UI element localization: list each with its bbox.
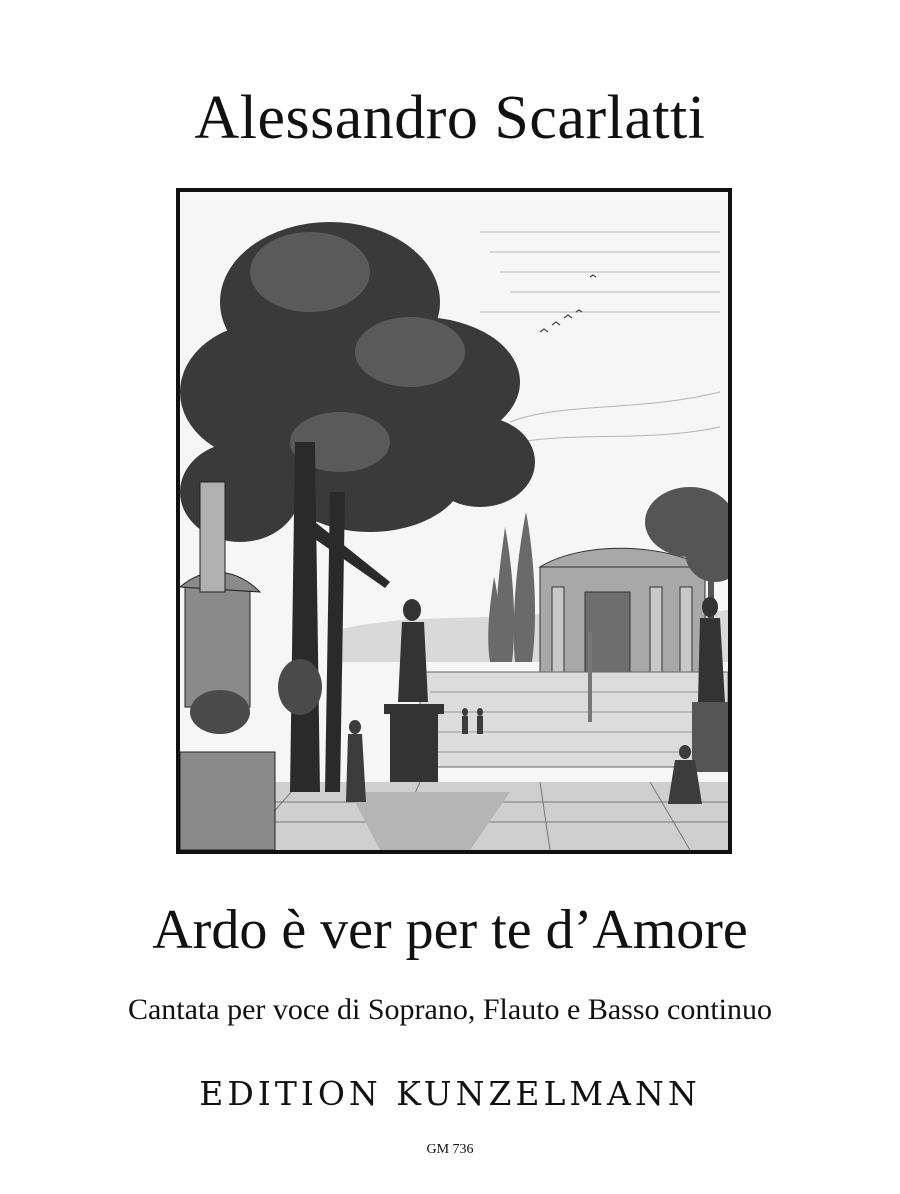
work-title: Ardo è ver per te d’Amore — [152, 899, 748, 961]
garden-scene-image — [180, 192, 728, 850]
composer-name: Alessandro Scarlatti — [194, 84, 706, 152]
catalog-number: GM 736 — [426, 1142, 474, 1157]
cover-engraving — [176, 188, 732, 854]
publisher-name: EDITION KUNZELMANN — [199, 1074, 701, 1113]
work-subtitle: Cantata per voce di Soprano, Flauto e Basso continuo — [127, 993, 773, 1026]
